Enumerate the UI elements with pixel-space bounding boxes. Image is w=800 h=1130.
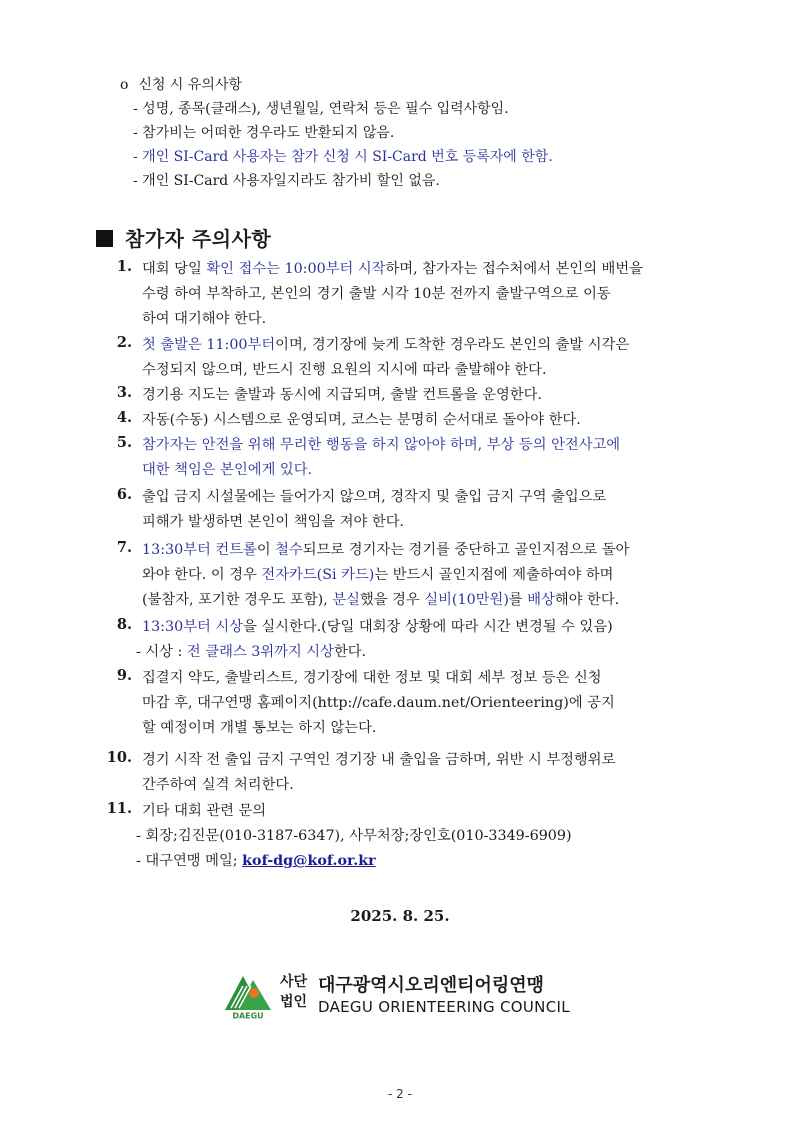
highlighted-text: 분실 — [332, 592, 360, 609]
rule-text: 했을 경우 — [359, 592, 425, 609]
rule-line — [142, 589, 619, 609]
rule-text: - 대구연맹 메일; — [136, 853, 243, 870]
notice-item-4: - 개인 SI-Card 사용자일지라도 참가비 할인 없음. — [133, 173, 440, 189]
org-name-english: DAEGU ORIENTEERING COUNCIL — [318, 998, 570, 1016]
rule-sub-line — [136, 850, 376, 870]
highlighted-text: 대한 책임은 본인에게 있다. — [142, 462, 313, 479]
highlighted-text: 13:30부터 컨트롤 — [142, 542, 257, 558]
highlighted-text: 13:30부터 시상 — [142, 619, 243, 635]
rule-text: - 시상 : — [136, 644, 187, 661]
rule-line — [142, 692, 615, 712]
rule-text: 되므로 경기자는 경기를 중단하고 골인지점으로 돌아 — [302, 542, 630, 558]
rule-line — [142, 459, 312, 479]
rule-line — [142, 434, 620, 454]
rule-text: 경기용 지도는 출발과 동시에 지급되며, 출발 컨트롤을 운영한다. — [142, 387, 542, 403]
rule-text: 는 반드시 골인지점에 제출하여야 하며 — [374, 567, 614, 584]
rule-line — [142, 800, 266, 820]
rule-text: 출입 금지 시설물에는 들어가지 않으며, 경작지 및 출입 금지 구역 출입으로 — [142, 489, 607, 505]
highlighted-text: 배상 — [527, 592, 555, 609]
rule-number: 4. — [116, 409, 132, 426]
rule-text: 마감 후, 대구연맹 홈페이지(http://cafe.daum.net/Orienteering)에 공지 — [142, 695, 615, 712]
rule-text: 를 — [508, 592, 528, 609]
rule-sub-line — [136, 641, 366, 661]
rule-number: 8. — [116, 616, 132, 633]
section-title-text: 참가자 주의사항 — [125, 227, 272, 251]
page-number: - 2 - — [388, 1087, 412, 1101]
rule-number: 9. — [116, 667, 132, 684]
rule-line — [142, 564, 614, 584]
rule-text: (불참자, 포기한 경우도 포함), — [142, 592, 333, 609]
org-name-korean: 대구광역시오리엔티어링연맹 — [318, 975, 545, 996]
rule-text: 간주하여 실격 처리한다. — [142, 777, 294, 794]
rule-text: 수정되지 않으며, 반드시 진행 요원의 지시에 따라 출발해야 한다. — [142, 362, 547, 379]
rule-text: 해야 한다. — [554, 592, 620, 609]
rule-line — [142, 749, 615, 769]
org-prefix-bottom: 법인 — [280, 994, 308, 1010]
highlighted-text: 전자카드(Si 카드) — [261, 567, 375, 584]
highlighted-text: 철수 — [275, 542, 303, 558]
notice-heading-text: 신청 시 유의사항 — [138, 77, 243, 93]
rule-text: 경기 시작 전 출입 금지 구역인 경기장 내 출입을 금하며, 위반 시 부정행위로 — [142, 752, 616, 768]
email-link[interactable]: kof-dg@kof.or.kr — [242, 853, 376, 870]
rule-text: 집결지 약도, 출발리스트, 경기장에 대한 정보 및 대회 세부 정보 등은 신청 — [142, 670, 602, 686]
highlighted-text: 첫 출발은 11:00부터 — [142, 337, 276, 353]
rule-line — [142, 409, 581, 429]
rule-text: 피해가 발생하면 본인이 책임을 져야 한다. — [142, 514, 405, 531]
rule-text: 이며, 경기장에 늦게 도착한 경우라도 본인의 출발 시각은 — [275, 337, 630, 353]
rule-number: 3. — [116, 384, 132, 401]
highlighted-text: 확인 접수는 10:00부터 시작 — [206, 261, 386, 277]
rule-line — [142, 308, 266, 328]
rule-text: 대회 당일 — [142, 261, 207, 277]
section-title — [96, 223, 271, 252]
rule-text: 을 실시한다.(당일 대회장 상황에 따라 시간 변경될 수 있음) — [243, 619, 613, 635]
rule-line — [142, 717, 376, 737]
square-bullet-icon — [96, 230, 113, 247]
notice-item-2: - 참가비는 어떠한 경우라도 반환되지 않음. — [133, 125, 395, 141]
rule-number: 5. — [116, 434, 132, 451]
rule-number: 6. — [116, 486, 132, 503]
rule-line — [142, 539, 629, 559]
rule-line — [142, 511, 404, 531]
rule-text: 이 — [256, 542, 276, 558]
notice-heading — [120, 74, 242, 94]
rule-text: 할 예정이며 개별 통보는 하지 않는다. — [142, 720, 377, 737]
rule-number: 10. — [106, 749, 132, 766]
rule-text: 한다. — [333, 644, 367, 661]
rule-number: 7. — [116, 539, 132, 556]
rule-line — [142, 359, 547, 379]
document-date: 2025. 8. 25. — [350, 907, 450, 925]
rule-line — [142, 258, 643, 278]
rule-line — [142, 774, 294, 794]
rule-text: 자동(수동) 시스템으로 운영되며, 코스는 분명히 순서대로 돌아야 한다. — [142, 412, 581, 428]
rule-line — [142, 384, 542, 404]
highlighted-text: 전 클래스 3위까지 시상 — [186, 644, 334, 661]
daegu-orienteering-logo-icon — [223, 970, 273, 1020]
rule-line — [142, 486, 606, 506]
notice-item-1: - 성명, 종목(클래스), 생년월일, 연락처 등은 필수 입력사항임. — [133, 101, 509, 117]
rule-number: 1. — [116, 258, 132, 275]
highlighted-text: 실비(10만원) — [424, 592, 509, 609]
rule-line — [142, 667, 602, 687]
rule-line — [142, 283, 611, 303]
rule-line — [142, 334, 629, 354]
rule-text: 기타 대회 관련 문의 — [142, 803, 267, 819]
rule-text: 하여 대기해야 한다. — [142, 311, 267, 328]
org-prefix — [280, 972, 307, 1012]
logo-text: DAEGU — [232, 1011, 264, 1020]
rule-line — [142, 616, 613, 636]
notice-bullet: o — [120, 77, 129, 93]
org-prefix-top: 사단 — [280, 974, 308, 990]
notice-item-3: - 개인 SI-Card 사용자는 참가 신청 시 SI-Card 번호 등록자에 한함. — [133, 149, 553, 165]
rule-sub-line — [136, 825, 572, 845]
rule-number: 11. — [106, 800, 132, 817]
highlighted-text: 참가자는 안전을 위해 무리한 행동을 하지 않아야 하며, 부상 등의 안전사고에 — [142, 437, 621, 453]
rule-text: 와야 한다. 이 경우 — [142, 567, 262, 584]
rule-text: 수령 하여 부착하고, 본인의 경기 출발 시각 10분 전까지 출발구역으로 이동 — [142, 286, 611, 303]
rule-text: - 회장;김진문(010-3187-6347), 사무처장;장인호(010-3349-6909) — [136, 828, 572, 845]
rule-text: 하며, 참가자는 접수처에서 본인의 배번을 — [385, 261, 643, 277]
rule-number: 2. — [116, 334, 132, 351]
